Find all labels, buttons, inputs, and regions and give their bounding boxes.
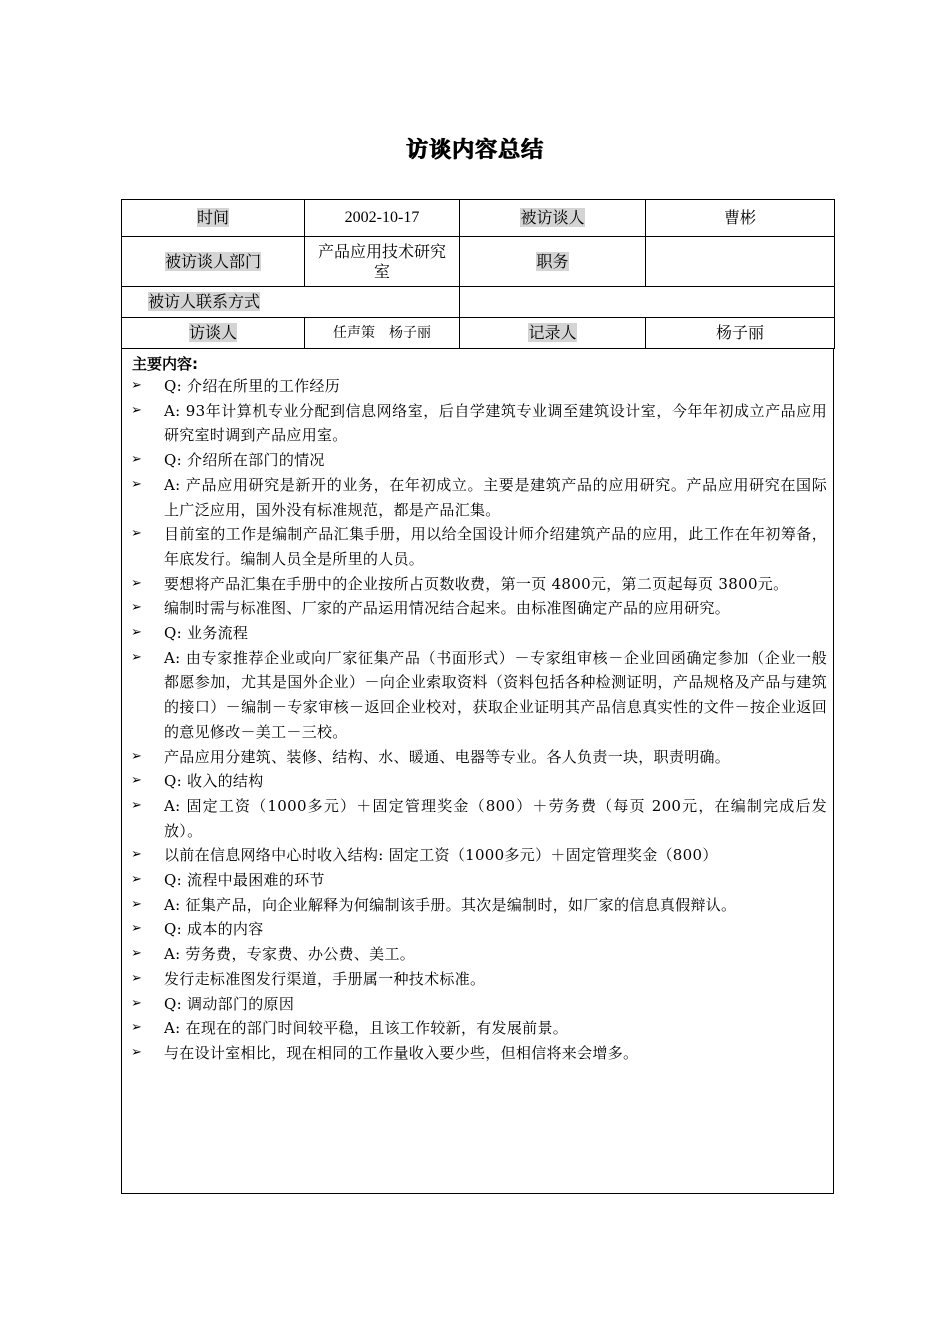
content-heading: 主要内容: (132, 355, 198, 373)
interviewer-label: 访谈人 (188, 323, 237, 342)
list-item (122, 448, 833, 473)
list-item-text: A: 在现在的部门时间较平稳，且该工作较新，有发展前景。 (164, 1019, 569, 1038)
arrow-bullet-icon: ➢ (131, 402, 143, 418)
list-item-text: A: 产品应用研究是新开的业务，在年初成立。主要是建筑产品的应用研究。产品应用研究在国际上广泛应用，国外没有标准规范，都是产品汇集。 (164, 475, 827, 519)
list-item-text: A: 由专家推荐企业或向厂家征集产品（书面形式）－专家组审核－企业回函确定参加（企业一般都愿参加，尤其是国外企业）－向企业索取资料（资料包括各种检测证明，产品规格及产品与建筑的接口）－编制－专家审核－返回企业校对，获取企业证明其产品信息真实性的文件－按企业返回的意见修改－美工－三校。 (164, 648, 827, 741)
list-item (122, 646, 833, 745)
recorder-label-cell (460, 318, 646, 349)
time-label-cell (122, 200, 305, 237)
list-item-text: Q: 收入的结构 (164, 772, 264, 791)
position-value (646, 237, 835, 287)
list-item (122, 769, 833, 794)
list-item-text: A: 固定工资（1000多元）＋固定管理奖金（800）＋劳务费（每页 200元，在编制完成后发放）。 (164, 796, 827, 840)
arrow-bullet-icon: ➢ (131, 847, 143, 863)
list-item (122, 1041, 833, 1066)
list-item (122, 399, 833, 448)
interview-info-table (121, 199, 835, 349)
list-item-text: 产品应用分建筑、装修、结构、水、暖通、电器等专业。各人负责一块，职责明确。 (164, 747, 731, 766)
list-item (122, 745, 833, 770)
content-list (122, 374, 833, 1066)
arrow-bullet-icon: ➢ (131, 773, 143, 789)
interviewee-label-cell (460, 200, 646, 237)
arrow-bullet-icon: ➢ (131, 797, 143, 813)
arrow-bullet-icon: ➢ (131, 625, 143, 641)
list-item-text: 要想将产品汇集在手册中的企业按所占页数收费，第一页 4800元，第二页起每页 3800元。 (164, 574, 789, 593)
list-item (122, 992, 833, 1017)
dept-label: 被访谈人部门 (164, 251, 261, 271)
info-row-contact (122, 287, 835, 318)
list-item (122, 843, 833, 868)
list-item (122, 893, 833, 918)
interviewee-value: 曹彬 (646, 200, 835, 237)
dept-label-cell (122, 237, 305, 287)
page-title: 访谈内容总结 (405, 138, 544, 163)
list-item (122, 942, 833, 967)
list-item (122, 967, 833, 992)
dept-value: 产品应用技术研究室 (305, 237, 460, 287)
list-item-text: Q: 介绍在所里的工作经历 (164, 377, 341, 395)
list-item (122, 1016, 833, 1041)
list-item (122, 522, 833, 571)
list-item-text: A: 劳务费，专家费、办公费、美工。 (164, 945, 416, 964)
info-row-interviewer (122, 318, 835, 349)
list-item-text: A: 93年计算机专业分配到信息网络室，后自学建筑专业调至建筑设计室，今年年初成立产品应用研究室时调到产品应用室。 (164, 401, 827, 445)
list-item-text: Q: 调动部门的原因 (164, 994, 295, 1013)
time-label: 时间 (196, 208, 229, 227)
arrow-bullet-icon: ➢ (131, 995, 143, 1011)
list-item (122, 868, 833, 893)
recorder-value: 杨子丽 (646, 318, 835, 349)
list-item-text: A: 征集产品，向企业解释为何编制该手册。其次是编制时，如厂家的信息真假辩认。 (164, 895, 737, 914)
position-label-cell (460, 237, 646, 287)
time-value: 2002-10-17 (305, 200, 460, 237)
arrow-bullet-icon: ➢ (131, 1020, 143, 1036)
position-label: 职务 (536, 251, 569, 271)
list-item (122, 473, 833, 522)
list-item-text: Q: 成本的内容 (164, 920, 264, 939)
list-item-text: Q: 业务流程 (164, 624, 249, 643)
arrow-bullet-icon: ➢ (131, 896, 143, 912)
arrow-bullet-icon: ➢ (131, 526, 143, 542)
list-item-text: 目前室的工作是编制产品汇集手册，用以给全国设计师介绍建筑产品的应用，此工作在年初筹备，年底发行。编制人员全是所里的人员。 (164, 525, 827, 568)
list-item-text: 与在设计室相比，现在相同的工作量收入要少些，但相信将来会增多。 (164, 1043, 639, 1062)
list-item (122, 621, 833, 646)
recorder-label: 记录人 (528, 323, 577, 342)
interviewer-label-cell (122, 318, 305, 349)
interviewer-value: 任声策 杨子丽 (305, 318, 460, 349)
list-item-text: 编制时需与标准图、厂家的产品运用情况结合起来。由标准图确定产品的应用研究。 (164, 599, 731, 618)
arrow-bullet-icon: ➢ (131, 1044, 143, 1060)
list-item (122, 374, 833, 399)
arrow-bullet-icon: ➢ (131, 946, 143, 962)
arrow-bullet-icon: ➢ (131, 970, 143, 986)
list-item-text: 发行走标准图发行渠道，手册属一种技术标准。 (164, 969, 486, 988)
list-item (122, 917, 833, 942)
contact-label: 被访人联系方式 (148, 292, 261, 311)
arrow-bullet-icon: ➢ (131, 921, 143, 937)
list-item-text: Q: 介绍所在部门的情况 (164, 451, 325, 470)
arrow-bullet-icon: ➢ (131, 575, 143, 591)
info-row-time (122, 200, 835, 237)
interviewee-label: 被访谈人 (520, 208, 585, 227)
list-item (122, 794, 833, 843)
list-item-text: Q: 流程中最困难的环节 (164, 871, 325, 890)
arrow-bullet-icon: ➢ (131, 872, 143, 888)
list-item-text: 以前在信息网络中心时收入结构: 固定工资（1000多元）＋固定管理奖金（800） (164, 846, 718, 865)
list-item (122, 596, 833, 621)
arrow-bullet-icon: ➢ (131, 452, 143, 468)
info-row-dept (122, 237, 835, 287)
arrow-bullet-icon: ➢ (131, 748, 143, 764)
arrow-bullet-icon: ➢ (131, 600, 143, 616)
arrow-bullet-icon: ➢ (131, 476, 143, 492)
list-item (122, 572, 833, 597)
contact-label-cell (122, 287, 460, 318)
arrow-bullet-icon: ➢ (131, 378, 143, 393)
main-content-box (121, 348, 834, 1194)
contact-value (460, 287, 835, 318)
arrow-bullet-icon: ➢ (131, 649, 143, 665)
